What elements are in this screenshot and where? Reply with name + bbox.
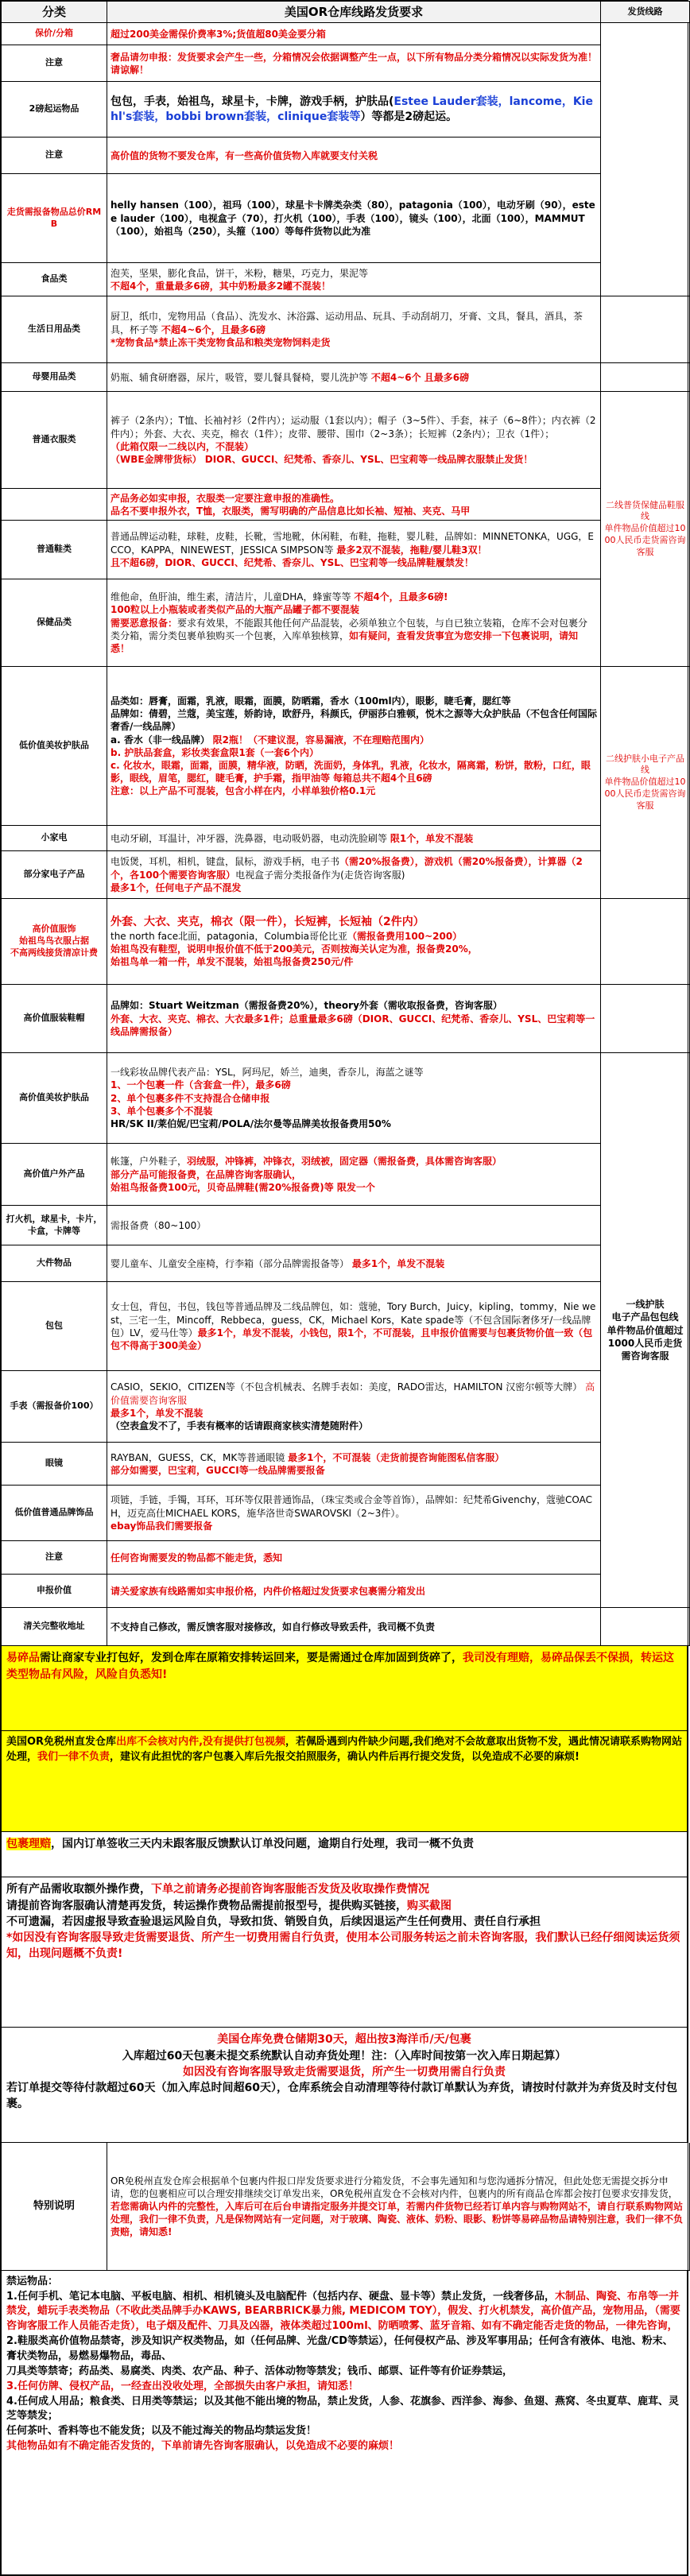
text-segment: 不超4个，且最多6磅! [354, 591, 448, 603]
table-row [2, 1245, 690, 1282]
text-segment: 羽绒服，冲锋裤，冲锋衣，羽绒被，固定器（需报备费，具体需咨询客服） [187, 1156, 502, 1168]
text-segment: 如因没有咨询客服导致走货需要退货，所产生一切费用需自行负责 [183, 2065, 506, 2078]
text-segment: 且不超6磅，DIOR、GUCCI、纪梵希、香奈儿、YSL、巴宝莉等一线品牌鞋履禁发！ [110, 556, 474, 568]
table-row [2, 1144, 690, 1206]
requirement-cell: 不支持自己修改，需反馈客服对接修改，如自行修改导致丢件，我司概不负责 [107, 1608, 601, 1646]
requirement-cell [107, 899, 601, 985]
category-cell: 高价值户外产品 [2, 1144, 107, 1206]
requirement-cell [107, 1245, 601, 1282]
text-segment: b. 护肤品套盒，彩妆类套盒限1套（一套6个内） [110, 746, 320, 758]
table-row [2, 985, 690, 1053]
text-segment: 不可遗漏，若因虚报导致查验退运风险自负，导致扣货、销毁自负，后续因退运产生任何费用、责任自行承担 [6, 1915, 541, 1928]
text-segment: 若订单提交等待付款超过60天（加入库总时间超60天），仓库系统会自动清理等待付款订单默认为弃货，请按时付款并为弃货及时支付包裹。 [6, 2082, 677, 2111]
text-segment: 产品务必如实申报，衣服类一定要注意申报的准确性。 [110, 492, 340, 504]
category-cell: 生活日用品类 [2, 296, 107, 363]
text-segment: （需报备费用100~200） [347, 930, 463, 942]
table-row [2, 392, 690, 489]
table-row [2, 363, 690, 392]
banned-title: 禁运物品： [6, 2275, 59, 2287]
requirement-cell [107, 579, 601, 667]
category-cell: 部分家电子产品 [2, 851, 107, 899]
text-segment: ，若佩卧遇到内件缺少问题,我们绝对不会故意取出货物不发，遇此情况请联系购物网站处理， [6, 1736, 682, 1764]
text-segment: 限1个，单发不混装 [390, 832, 474, 844]
way-cell [601, 23, 690, 296]
requirement-cell [107, 1053, 601, 1144]
text-segment: 包包，手表，始祖鸟，球星卡，卡牌，游戏手柄，护肤品( [110, 95, 394, 108]
text-segment: 易碎品 [6, 1652, 40, 1665]
text-segment: 我们一律不负责 [37, 1751, 110, 1764]
text-segment: a. 香水（非一线品牌） [110, 734, 210, 746]
text-segment: 女士包，背包，书包，钱包等普通品牌及二线品牌包，如：蔻驰，Tory Burch，Juicy，kipling，tommy，Nie west，三宅一生，Mincoff，Rebbeca，guess，CK，Michael Kors，Kate spade等（不包含国际奢侈牙/一线品牌包）LV，爱马仕等） [110, 1301, 596, 1338]
text-segment: 注意：以上产品不可混装，包含小样在内，小样单独价格0.1元 [110, 785, 376, 797]
text-segment: 始祖鸟报备费100元，贝奇品牌鞋(需20%报备费) [110, 1181, 324, 1193]
text-segment: 不，请自行联系购物网站处理，我们一律不负责，凡是保物网站有一定问题，对于玻璃、陶瓷、液体、奶粉、眼影、粉饼等易碎品物品请特别注意，我们一律不负责赔，请知悉! [110, 2200, 684, 2238]
text-segment: 4.任何成人用品；粮食类、日用类等禁运；以及其他不能出境的物品，禁止发货，人参、花旗参、西洋参、海参、鱼翅、燕窝、冬虫夏草、鹿茸、灵芝等禁发； [6, 2395, 679, 2423]
text-segment: 电动牙刷，耳温计，冲牙器，洗鼻器，电动吸奶器，电动洗脸刷等 [110, 832, 388, 844]
way-cell [601, 985, 690, 1053]
text-segment: 始祖鸟没有鞋型，说明申报价值不低于200美元，否则按海关认定为准，报备费20%， [110, 943, 478, 955]
text-segment: 需让商家专业打包好，发到仓库在原箱安排转运回来，要是需通过仓库加固到货碎了， [40, 1652, 463, 1665]
requirement-cell: helly hansen（100），祖玛（100），球星卡卡牌类杂类（80），patagonia（100），电动牙刷（90），estee lauder（100），电视盒子（70），打火机（100），手表（100），镜头（100），北面（100），MAMMUT（100），始祖鸟（250），头箍（100）等每件货物以此为准 [107, 174, 601, 263]
text-segment: （此箱仅限一二线以内，不混装） [110, 440, 254, 452]
text-segment: 部分产品可能报备费，在品牌咨询客服确认， [110, 1168, 302, 1180]
category-cell: 眼镜 [2, 1443, 107, 1486]
table-row [2, 579, 690, 667]
text-segment: 木制品、陶瓷、布帛等一并禁发，蜡玩手表类物品（不收此类品牌手办 [6, 2290, 680, 2318]
table-row [2, 1053, 690, 1144]
table-row [2, 1371, 690, 1443]
text-segment [6, 1898, 682, 1914]
text-segment: 美国仓库免费仓储期30天，超出按3海洋币/天/包裹 [217, 2033, 471, 2047]
text-segment: 项链，手链，手镯，耳环，耳环等仅限普通饰品，（珠宝类或合金等首饰），品牌如：纪梵希Givenchy，蔻驰COACH，迈克高仕MICHAEL KORS，施华洛世奇SWAROVSKI（2~3件）。 [110, 1494, 593, 1519]
table-row [2, 82, 690, 138]
warehouse-notice [1, 1731, 688, 1832]
text-segment: 如有不确定能否走货的物品，一律先咨询， [481, 2320, 678, 2333]
text-segment: 任何茶叶、香料等也不能发货；以及不能过海关的物品均禁运发货！ [6, 2425, 317, 2438]
text-segment: 最多1个，单发不混装， [197, 1327, 300, 1338]
table-row [2, 1486, 690, 1541]
text-segment: 最多1个，单发不混装 [351, 1257, 445, 1269]
category-cell [2, 489, 107, 521]
category-cell: 注意 [2, 1541, 107, 1575]
text-segment: 品类如：唇膏，面霜，乳液，眼霜，面膜，防晒霜，香水（100ml内），眼影，睫毛膏，腮红等 [110, 695, 511, 707]
text-segment: 一线彩妆品牌代表产品：YSL，阿玛尼，娇兰，迪奥，香奈儿，海蓝之谜等 [110, 1067, 424, 1079]
category-cell: 食品类 [2, 263, 107, 296]
table-row [2, 1443, 690, 1486]
text-segment: 所有产品需收取额外操作费， [6, 1883, 151, 1896]
category-cell: 大件物品 [2, 1245, 107, 1282]
table-row [2, 1575, 690, 1608]
text-segment: 我司没有理赔，易碎品保丢不保损，转运这类型物品有风险，风险自负悉知! [6, 1652, 674, 1681]
text-segment: 100粒以上小瓶装或者类似产品的大瓶产品罐子都不要混装 [110, 604, 360, 616]
way-cell: 二线普货保健品鞋服线 单件物品价值超过1000人民币走货需咨询客服 [601, 392, 690, 667]
text-segment: 1.任何手机、笔记本电脑、平板电脑、相机、相机镜头及电脑配件（包括内存、硬盘、显卡等）禁止发货，一线奢侈品， [6, 2290, 555, 2303]
col-category-header: 分类 [2, 2, 107, 23]
text-segment: 最多1个，任何电子产品不混发 [110, 881, 242, 893]
table-row [2, 296, 690, 363]
text-segment: （WBE金牌带货标） DIOR、GUCCI、纪梵希、香奈儿、YSL、巴宝莉等一线品牌衣服禁止发货！ [110, 453, 533, 465]
category-cell: 普通鞋类 [2, 521, 107, 579]
requirement-cell [107, 826, 601, 851]
requirement-cell: 任何咨询需要发的物品都不能走货，悉知 [107, 1541, 601, 1575]
requirement-cell [107, 296, 601, 363]
text-segment: 1、一个包裹一件（含套盒一件），最多6磅 [110, 1079, 291, 1091]
text-segment: ）等都是2磅起运。 [360, 110, 458, 123]
table-row [2, 1541, 690, 1575]
text-segment: 3、单个包裹多个不混装 [110, 1105, 213, 1117]
table-row [2, 174, 690, 263]
text-segment: 下单之前请务必提前咨询客服能否发货及收取操作费情况 [151, 1883, 429, 1896]
table-row [2, 667, 690, 826]
text-segment: 不超4个，重量最多6磅，其中奶粉最多2罐不混装！ [110, 280, 331, 292]
way-cell [601, 899, 690, 985]
way-cell [601, 1053, 690, 1608]
category-cell: 2磅起运物品 [2, 82, 107, 138]
category-cell: 打火机，球星卡，卡片，卡盒，卡牌等 [2, 1206, 107, 1245]
table-row [2, 1206, 690, 1245]
text-segment: 普通品牌运动鞋，球鞋，皮鞋，长靴，雪地靴，休闲鞋，布鞋，拖鞋，婴儿鞋，品牌如：MINNETONKA，UGG，ECCO，KAPPA，NINEWEST，JESSICA SIMPSON等 [110, 531, 595, 556]
text-segment: （需20%报备费），游戏机 [339, 856, 453, 868]
category-cell: 注意 [2, 45, 107, 82]
table-row [2, 1282, 690, 1371]
text-segment: c. 化妆水，眼霜，面霜，面膜，精华液，防晒，洗面奶，身体乳，乳液，化妆水，隔离霜，粉饼，散粉，口红，眼影，眼线，眉笔，腮红，睫毛膏，护手霜，指甲油等 [110, 759, 591, 784]
text-segment: Estee Lauder套装，lancome，Kiehl's套装，bobbi brown套装，clinique套装等 [110, 95, 593, 123]
category-cell: 申报价值 [2, 1575, 107, 1608]
text-segment: 最多2双不混装，拖鞋/婴儿鞋3双！ [336, 544, 487, 556]
text-segment: （2个，各100个需要咨询客服） [110, 856, 583, 881]
claim-notice [1, 1832, 688, 1877]
category-cell: 特别说明 [2, 2143, 107, 2270]
text-segment: 泡芙，坚果，膨化食品，饼干，米粉，糖果，巧克力，果泥等 [110, 267, 369, 279]
requirement-cell [107, 985, 601, 1053]
text-segment: 帐篷，户外鞋子， [110, 1156, 188, 1168]
requirement-cell: 需报备费（80~100） [107, 1206, 601, 1245]
requirements-table [1, 1, 690, 1646]
text-segment: RAYBAN，GUESS，CK，MK等普通眼镜 [110, 1451, 285, 1463]
text-segment: 2、单个包裹多件不支持混合仓储申报 [110, 1092, 270, 1104]
requirement-cell [107, 263, 601, 296]
text-segment: 部分如需要， [110, 1464, 169, 1476]
text-segment: 小钱包，限1个，不可混装，且申报价值需要与包裹货物价值一致（包包不得高于300美金） [110, 1327, 593, 1351]
category-cell: 普通衣服类 [2, 392, 107, 489]
category-cell: 保价/分箱 [2, 23, 107, 45]
table-row [2, 138, 690, 174]
text-segment: 其他物品如有不确定能否发货的，下单前请先咨询客服确认，以免造成不必要的麻烦！ [6, 2440, 400, 2453]
text-segment: HR/SK II/莱伯妮/巴宝莉/POLA/法尔曼等品牌美妆报备费用50% [110, 1118, 391, 1130]
table-row [2, 521, 690, 579]
text-segment: 最多1个，单发不混装 [110, 1407, 204, 1419]
text-segment: 维他命，鱼肝油，维生素，清洁片，儿童DHA，蜂蜜等等 [110, 591, 351, 603]
text-segment: 2.鞋服类高价值物品禁寄，涉及知识产权类物品，如（任何品牌、光盘/CD等禁运），任何侵权产品、涉及军事用品；任何含有液体、电池、粉末、膏状类物品，易燃易爆物品，毒品、 [6, 2335, 673, 2362]
way-cell [601, 1608, 690, 1646]
category-cell: 注意 [2, 138, 107, 174]
text-segment: （需20%报备费），计算器 [452, 856, 567, 868]
way-cell [601, 363, 690, 392]
table-row [2, 45, 690, 82]
text-segment: （空表盒发不了，手表有概率的话请跟商家核实清楚随附件） [110, 1420, 369, 1431]
text-segment: 电饭煲，耳机，相机，键盘，鼠标，游戏手柄，电子书 [110, 856, 340, 868]
text-segment: ），假发、打火机禁发，高价值产品，宠物用品， [432, 2305, 655, 2318]
text-segment: ebay饰品我们需要报备 [110, 1520, 213, 1532]
way-cell [601, 296, 690, 363]
text-segment: 巴宝莉，GUCCI等一线品牌需要报备 [168, 1464, 325, 1476]
text-segment: 刀具类等禁寄；药品类、易腐类、肉类、农产品、种子、活体动物等禁发；钱币、邮票、证件等有价证券禁运， [6, 2365, 514, 2377]
requirement-cell [107, 1371, 601, 1443]
text-segment: 需要恶意报备： [110, 617, 178, 629]
way-cell: 二线护肤小电子产品线 单件物品价值超过1000人民币走货需咨询客服 [601, 667, 690, 899]
text-segment: 液体类超过100ml、防晒喷雾、蓝牙音箱、 [280, 2320, 482, 2333]
table-row [2, 263, 690, 296]
text-segment [110, 1464, 597, 1477]
requirement-cell [107, 392, 601, 489]
requirement-cell [107, 489, 601, 521]
text-segment: the north face北面，patagonia，Columbia哥伦比亚 [110, 930, 348, 942]
col-way-header: 发货线路 [601, 2, 690, 23]
category-cell: 母婴用品类 [2, 363, 107, 392]
text-segment: 品牌如：倩碧，兰蔻，美宝莲，娇韵诗，欧舒丹，科颜氏，伊丽莎白雅顿，悦木之源等大众护肤品（不包含任何国际奢香/一线品牌） [110, 708, 598, 733]
text-segment: 电视盒子需分类报备作为(走货咨询客服) [235, 869, 405, 881]
category-cell: 包包 [2, 1282, 107, 1371]
table-row [2, 1608, 690, 1646]
category-cell: 手表（需报备价100） [2, 1371, 107, 1443]
text-segment: 3.任何仿牌、侵权产品，一经查出没收处理，全部损失由客户承担，请知悉！ [6, 2380, 359, 2392]
text-segment: 品牌如：Stuart Weitzman（需报备费20%），theory外套（需收取报备费，咨询客服） [110, 1000, 502, 1012]
requirement-cell [107, 363, 601, 392]
text-segment: 若您需确认内件的完整性，入库后可在后台申请指定服务并提交订单，若需内件货物已经 [110, 2200, 483, 2212]
text-segment: （需要咨询客服工作人员能否走货），电子烟及配件、刀具及凶器， [6, 2305, 680, 2333]
category-cell: 低价值美妆护肤品 [2, 667, 107, 826]
table-row [2, 851, 690, 899]
text-segment: 外套、大衣、夹克、棉衣、大衣最多1件；总重量最多6磅（DIOR、GUCCI、纪梵希、香奈儿、YSL、巴宝莉等一线品牌需报备） [110, 1013, 595, 1037]
category-cell: 高价值服饰 始祖鸟鸟衣服占据 不高两线接货清凉计费 [2, 899, 107, 985]
requirement-cell: 高价值的货物不要发仓库，有一些高价值货物入库就要支付关税 [107, 138, 601, 174]
requirement-cell [107, 851, 601, 899]
operation-fee-notice [1, 1877, 688, 2028]
text-segment: 等 限发一个 [324, 1181, 375, 1193]
text-segment: ，国内订单签收三天内未跟客服反馈默认订单没问题，逾期自行处理，我司一概不负责 [51, 1838, 474, 1851]
text-segment: 外套、大衣、夹克，棉衣（限一件），长短裤，长短袖（2件内） [110, 916, 424, 929]
category-cell: 高价值美妆护肤品 [2, 1053, 107, 1144]
text-segment: 要求有效果，不能跟其他任何产品混装，必须单独立个包装，与自已独立装箱，仓库不会对包裹分类分箱，需分类包裹单独购买一个包裹，入库单独核算， [110, 617, 588, 641]
category-cell: 小家电 [2, 826, 107, 851]
text-segment: 裤子（2条内）；T恤、长袖衬衫（2件内）；运动服（1套以内）；帽子（3~5件）、手套，袜子（6~8件）；内衣裤（2件内）；外套、大衣、夹克，棉衣（1件）；皮带、腰带、围巾（2~3条）；长短裤（2条内）；卫衣（1件）； [110, 415, 596, 440]
requirement-cell [107, 521, 601, 579]
text-segment: 如有疑问，查看发货事宜为您安排一下包裹说明，请知悉！ [110, 629, 579, 655]
text-segment: 若订单内容与购物网站 [483, 2200, 579, 2212]
requirement-cell [107, 1443, 601, 1486]
banned-items [1, 2271, 688, 2575]
table-row [2, 489, 690, 521]
text-segment: 入库超过60天包裹未提交系统默认自动弃货处理！注：（入库时间按第一次入库日期起算） [122, 2049, 567, 2063]
text-segment: 出库不会核对内件,没有提供打包视频 [116, 1736, 286, 1749]
text-segment: 高价值需要咨询客服 [110, 1381, 595, 1406]
special-notes-table [1, 2143, 690, 2271]
requirement-cell [107, 1486, 601, 1541]
text-segment: 最多1个，不可混装（走货前提咨询能图私信客服） [288, 1451, 505, 1463]
fragile-notice [1, 1646, 688, 1731]
category-cell: 清关完整收地址 [2, 1608, 107, 1646]
text-segment: CASIO，SEKIO，CITIZEN等（不包含机械表、名牌手表如：美度，RADO雷达，HAMILTON 汉密尔顿等大牌） [110, 1381, 583, 1393]
text-segment: 请提前咨询客服确认清楚再发货，转运操作费物品需提前报型号，提供购买链接， [6, 1899, 407, 1912]
table-row [2, 2143, 690, 2270]
text-segment: 始祖鸟单一箱一件，单发不混装，始祖鸟报备费250元/件 [110, 956, 354, 968]
storage-notice [1, 2028, 688, 2143]
table-row [2, 23, 690, 45]
requirement-cell [107, 667, 601, 826]
requirement-cell [107, 82, 601, 138]
table-row [2, 826, 690, 851]
text-segment: 限2瓶！（不建议混，容易漏液，不在理赔范围内） [212, 734, 430, 746]
text-segment: *宠物食品*禁止冻干类宠物食品和粮类宠物饲料走货 [110, 336, 331, 348]
requirement-cell [107, 1282, 601, 1371]
text-segment: 奶瓶、辅食研磨器，尿片，吸管，婴儿餐具餐椅，婴儿洗护等 [110, 371, 369, 383]
text-segment: *如因没有咨询客服导致走货需要退货、所产生一切费用需自行负责，使用本公司服务转运之前未咨询客服，我们默认已经仔细阅读运货须知，出现问题概不负责! [6, 1931, 680, 1961]
category-cell: 低价值普通品牌饰品 [2, 1486, 107, 1541]
text-segment: 美国OR免税州直发仓库 [6, 1736, 117, 1749]
requirement-cell [107, 2143, 690, 2270]
text-segment: 品名不要申报外衣，T恤，衣服类， [110, 505, 261, 517]
text-segment: 厨卫，纸巾，宠物用品（食品）、洗发水、沐浴露、运动用品、玩具、手动刮胡刀，牙膏、文具，餐具，酒具，茶具，杯子等 [110, 311, 583, 335]
table-header [2, 2, 690, 23]
text-segment: 不超4~6个 且最多6磅 [370, 371, 470, 383]
text-segment: KAWS, BEARBRICK暴力熊, MEDICOM TOY [203, 2305, 432, 2318]
text-segment: 每箱总共不超4个且6磅 [332, 773, 432, 784]
requirement-cell: 奢品请勿申报：发货要求会产生一些，分箱情况会依据调整产生一点，以下所有物品分类分箱情况以实际发货为准！请谅解！ [107, 45, 601, 82]
text-segment: ，建议有此担忧的客户包裹入库后先报交拍照服务，确认内件后再行提交发货，以免造成不必要的麻烦! [110, 1751, 580, 1764]
requirement-cell [107, 1144, 601, 1206]
table-row [2, 899, 690, 985]
text-segment: 包裹理赔 [6, 1838, 51, 1851]
category-cell: 保健品类 [2, 579, 107, 667]
requirement-cell: 请关爱家族有线路需如实申报价格，内件价格超过发货要求包裹需分箱发出 [107, 1575, 601, 1608]
text-segment: 婴儿童车、儿童安全座椅，行李箱（部分品牌需报备等） [110, 1257, 350, 1269]
way-text: 一线护肤 电子产品包包线 单件物品价值超过1000人民币走货需咨询客服 [607, 1299, 684, 1362]
category-cell: 走货需报备物品总价RMB [2, 174, 107, 263]
category-cell: 高价值服装鞋帽 [2, 985, 107, 1053]
text-segment: 购买截图 [407, 1899, 452, 1912]
text-segment: OR免税州直发仓库会根据单个包裹内件报口岸发货要求进行分箱发货，不会事先通知和与您沟通拆分情况，但此处您无需提交拆分申请，您的包裹相应可以合理安排继续交订单发出来，OR免税州直发仓不会核对内件，包裹内的所有商品仓库都会按打包要求安排发货， [110, 2175, 678, 2199]
requirement-cell: 超过200美金需保价费率3%;货值超80美金要分箱 [107, 23, 601, 45]
text-segment: 不超4~6个，且最多6磅 [161, 323, 266, 335]
text-segment: 需写明确的产品信息比如长袖、短袖、夹克、马甲 [260, 505, 471, 517]
col-requirements-header: 美国OR仓库线路发货要求 [107, 2, 601, 23]
